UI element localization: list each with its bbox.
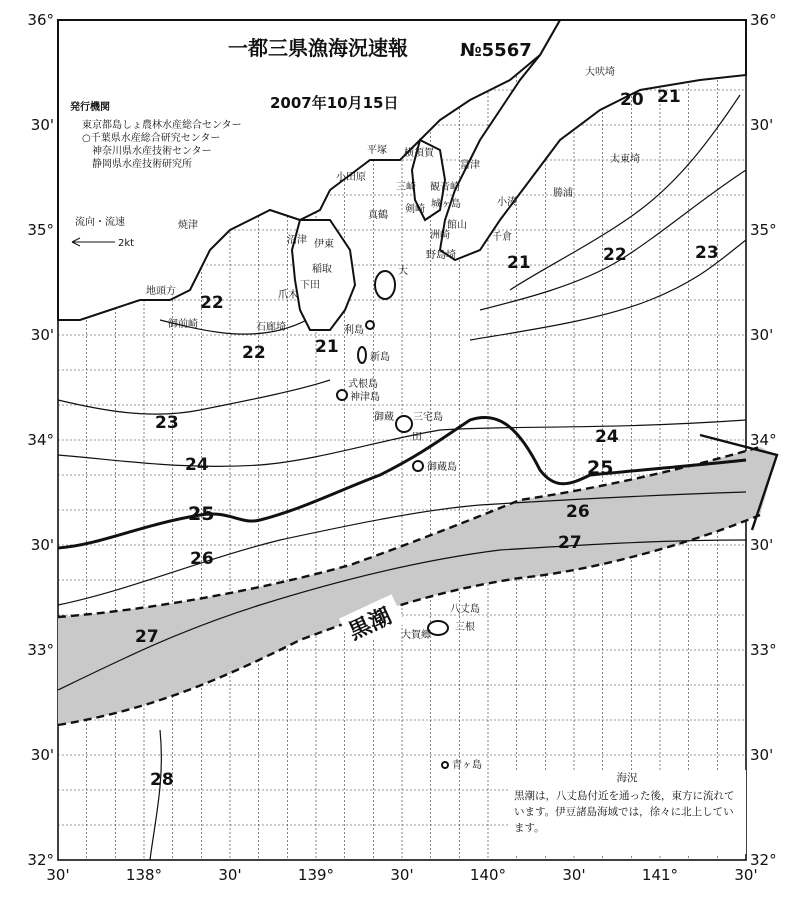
- isotherm-label: 27: [558, 533, 582, 553]
- lon-tick-label: 30': [218, 866, 242, 884]
- lat-tick-label: 34°: [750, 431, 777, 449]
- lat-tick-label: 33°: [27, 641, 54, 659]
- longitude-labels-bottom: [46, 866, 757, 884]
- place-label: 野島埼: [426, 250, 456, 261]
- place-label: 新島: [370, 352, 390, 363]
- isotherm-label: 24: [185, 455, 209, 475]
- publisher-item: 静岡県水産技術研究所: [92, 159, 192, 170]
- place-label: 御前崎: [168, 319, 198, 330]
- lon-tick-label: 139°: [297, 866, 335, 884]
- place-label: 式根島: [348, 379, 378, 390]
- lat-tick-label: 30': [30, 326, 54, 344]
- place-label: 観音崎: [430, 182, 460, 193]
- lat-tick-label: 35°: [750, 221, 777, 239]
- lat-tick-label: 33°: [750, 641, 777, 659]
- isotherm-label: 20: [620, 90, 644, 110]
- isotherm-label: 22: [603, 245, 627, 265]
- place-label: 剣崎: [405, 204, 425, 215]
- mikurajima-island: [413, 461, 423, 471]
- isotherm-28: [150, 730, 161, 860]
- isotherm-label: 22: [200, 293, 224, 313]
- oshima-island: [375, 271, 395, 299]
- place-label: 大: [398, 266, 408, 277]
- isotherm-label: 25: [587, 457, 614, 479]
- miyakejima-island: [396, 416, 412, 432]
- lat-tick-label: 30': [750, 326, 774, 344]
- lon-tick-label: 30': [734, 866, 758, 884]
- isotherm-label: 23: [695, 243, 719, 263]
- place-label: 富津: [460, 160, 480, 171]
- isotherm-label: 27: [135, 627, 159, 647]
- place-label: 真鶴: [368, 210, 388, 221]
- lon-tick-label: 138°: [125, 866, 163, 884]
- toshima-island: [366, 321, 374, 329]
- lon-tick-label: 30': [390, 866, 414, 884]
- place-label: 神津島: [350, 392, 380, 403]
- place-label: 地頭方: [146, 286, 176, 297]
- place-label: 焼津: [178, 220, 198, 231]
- lat-tick-label: 30': [750, 116, 774, 134]
- flow-legend-scale: 2kt: [118, 238, 135, 249]
- place-label: 大吠埼: [585, 67, 615, 78]
- place-label: 八丈島: [450, 604, 480, 615]
- lon-tick-label: 30': [46, 866, 70, 884]
- report-date: 2007年10月15日: [270, 94, 399, 112]
- place-label: 横須賀: [404, 148, 434, 159]
- place-label: 沼津: [287, 235, 307, 246]
- isotherm-label: 26: [566, 502, 590, 522]
- place-label: 太東埼: [610, 154, 640, 165]
- hachijojima-island: [428, 621, 448, 635]
- place-label: 平塚: [367, 145, 387, 156]
- isotherm-label: 28: [150, 770, 174, 790]
- lat-tick-label: 30': [30, 116, 54, 134]
- isotherm-label: 21: [657, 87, 681, 107]
- islands: [337, 271, 448, 768]
- note-title: 海況: [616, 772, 638, 784]
- isotherm-label: 21: [315, 337, 339, 357]
- place-label: 三宅島: [413, 412, 443, 423]
- lat-tick-label: 30': [30, 746, 54, 764]
- isotherm-label: 25: [188, 503, 215, 525]
- isotherm-label: 26: [190, 549, 214, 569]
- place-label: 稲取: [312, 264, 332, 275]
- kozushima-island: [337, 390, 347, 400]
- lat-tick-label: 30': [30, 536, 54, 554]
- isotherm-23-west: [58, 380, 330, 414]
- place-label: 田: [412, 432, 422, 443]
- place-label: 御蔵島: [427, 462, 457, 473]
- publisher-item: ○千葉県水産総合研究センター: [82, 133, 221, 144]
- svg-text:黒潮: 黒潮: [345, 603, 396, 646]
- isotherm-label: 23: [155, 413, 179, 433]
- isotherm-label: 22: [242, 343, 266, 363]
- isotherm-label: 21: [507, 253, 531, 273]
- place-label: 石廊埼: [256, 322, 286, 333]
- latitude-labels-right: [750, 11, 777, 869]
- place-label: 下田: [300, 280, 320, 291]
- lat-tick-label: 35°: [27, 221, 54, 239]
- place-label: 御蔵: [374, 412, 394, 423]
- place-label: 館山: [447, 220, 467, 231]
- place-label: 小湊: [497, 197, 517, 208]
- map-title: 一都三県漁海況速報: [228, 36, 408, 60]
- lon-tick-label: 30': [562, 866, 586, 884]
- lon-tick-label: 140°: [469, 866, 507, 884]
- lat-tick-label: 32°: [27, 851, 54, 869]
- lat-tick-label: 30': [750, 746, 774, 764]
- place-label: 三崎: [396, 182, 416, 193]
- place-label: 大賀郷: [401, 630, 431, 641]
- publisher-item: 神奈川県水産技術センター: [92, 146, 212, 157]
- land-masses: [58, 20, 746, 330]
- place-label: 勝浦: [553, 188, 573, 199]
- flow-legend-label: 流向・流速: [75, 217, 125, 228]
- kuroshio-band: [58, 447, 777, 725]
- report-number: №5567: [460, 40, 532, 61]
- place-label: 洲崎: [430, 230, 450, 241]
- place-label: 城ヶ島: [431, 199, 461, 210]
- place-label: 小田原: [336, 172, 366, 183]
- note-text: 黒潮は，八丈島付近を通った後，東方に流れています。伊豆諸島海域では，徐々に北上しています。: [514, 790, 735, 834]
- sea-condition-note: [508, 770, 746, 854]
- lat-tick-label: 30': [750, 536, 774, 554]
- lat-tick-label: 32°: [750, 851, 777, 869]
- place-label: 三根: [455, 622, 475, 633]
- latitude-labels-left: [27, 11, 54, 869]
- aogashima-island: [442, 762, 448, 768]
- place-label: 利島: [344, 325, 364, 336]
- lat-tick-label: 36°: [750, 11, 777, 29]
- place-label: 千倉: [492, 232, 512, 243]
- isotherm-label: 24: [595, 427, 619, 447]
- publisher-item: 東京都島しょ農林水産総合センター: [82, 120, 242, 131]
- lat-tick-label: 34°: [27, 431, 54, 449]
- place-label: 伊東: [314, 239, 334, 250]
- lon-tick-label: 141°: [641, 866, 679, 884]
- place-label: 青ヶ島: [452, 760, 482, 771]
- publishers-heading: 発行機関: [70, 102, 110, 113]
- lat-tick-label: 36°: [27, 11, 54, 29]
- niijima-island: [358, 347, 366, 363]
- place-label: 爪木: [278, 290, 298, 301]
